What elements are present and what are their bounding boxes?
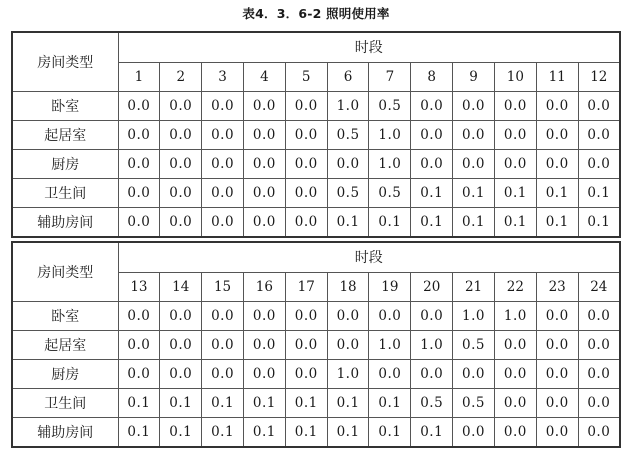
- hour-header-cell: 23: [536, 272, 578, 302]
- usage-value-cell: 1.0: [494, 302, 536, 331]
- hour-header-cell: 24: [578, 272, 620, 302]
- hour-header-cell: 9: [453, 62, 495, 92]
- usage-value-cell: 0.5: [369, 179, 411, 208]
- hour-header-cell: 21: [453, 272, 495, 302]
- usage-value-cell: 0.0: [160, 179, 202, 208]
- usage-value-cell: 0.0: [118, 150, 160, 179]
- usage-value-cell: 1.0: [327, 360, 369, 389]
- hour-header-cell: 14: [160, 272, 202, 302]
- usage-value-cell: 0.0: [243, 331, 285, 360]
- usage-value-cell: 0.1: [411, 179, 453, 208]
- hour-header-cell: 18: [327, 272, 369, 302]
- hour-header-cell: 2: [160, 62, 202, 92]
- usage-value-cell: 0.0: [411, 92, 453, 121]
- table-row: [12, 150, 620, 179]
- hour-header-cell: 13: [118, 272, 160, 302]
- usage-value-cell: 0.0: [160, 208, 202, 238]
- usage-value-cell: 0.0: [578, 92, 620, 121]
- hour-header-cell: 5: [285, 62, 327, 92]
- usage-value-cell: 0.0: [578, 302, 620, 331]
- usage-value-cell: 0.0: [369, 360, 411, 389]
- hour-header-cell: 6: [327, 62, 369, 92]
- hour-header-cell: 1: [118, 62, 160, 92]
- usage-value-cell: 0.0: [202, 208, 244, 238]
- hour-header-cell: 4: [243, 62, 285, 92]
- usage-value-cell: 0.0: [243, 121, 285, 150]
- hour-header-cell: 11: [536, 62, 578, 92]
- usage-value-cell: 0.5: [327, 121, 369, 150]
- table-row: [12, 389, 620, 418]
- table-row: [12, 121, 620, 150]
- usage-value-cell: 0.1: [411, 418, 453, 448]
- table-row: [12, 208, 620, 238]
- usage-value-cell: 0.0: [243, 208, 285, 238]
- header-row: [12, 32, 620, 62]
- usage-value-cell: 0.0: [453, 418, 495, 448]
- usage-value-cell: 0.0: [202, 360, 244, 389]
- room-type-header: 房间类型: [12, 242, 118, 302]
- hour-header-cell: 19: [369, 272, 411, 302]
- usage-value-cell: 0.0: [243, 92, 285, 121]
- usage-value-cell: 0.0: [578, 418, 620, 448]
- usage-value-cell: 0.0: [202, 302, 244, 331]
- hour-header-cell: 12: [578, 62, 620, 92]
- usage-value-cell: 0.0: [494, 331, 536, 360]
- usage-value-cell: 0.1: [453, 208, 495, 238]
- usage-value-cell: 0.0: [453, 150, 495, 179]
- lighting-usage-table-hours-1-12: [11, 31, 621, 238]
- table-row: [12, 92, 620, 121]
- usage-value-cell: 0.5: [369, 92, 411, 121]
- usage-value-cell: 0.1: [243, 418, 285, 448]
- usage-value-cell: 0.0: [411, 121, 453, 150]
- usage-value-cell: 0.0: [243, 302, 285, 331]
- usage-value-cell: 0.0: [285, 302, 327, 331]
- usage-value-cell: 0.1: [327, 418, 369, 448]
- usage-value-cell: 0.1: [536, 208, 578, 238]
- usage-value-cell: 0.1: [411, 208, 453, 238]
- usage-value-cell: 0.0: [243, 179, 285, 208]
- room-type-label: 卫生间: [12, 389, 118, 418]
- usage-value-cell: 0.0: [118, 121, 160, 150]
- usage-value-cell: 1.0: [369, 150, 411, 179]
- usage-value-cell: 0.0: [453, 121, 495, 150]
- room-type-label: 卧室: [12, 92, 118, 121]
- usage-value-cell: 0.1: [118, 389, 160, 418]
- usage-value-cell: 0.0: [327, 331, 369, 360]
- usage-value-cell: 0.1: [369, 208, 411, 238]
- usage-value-cell: 0.5: [327, 179, 369, 208]
- usage-value-cell: 1.0: [327, 92, 369, 121]
- header-row: [12, 242, 620, 272]
- table-title: 表4．3．6-2 照明使用率: [242, 6, 390, 21]
- usage-value-cell: 0.0: [578, 360, 620, 389]
- usage-value-cell: 0.1: [494, 179, 536, 208]
- usage-value-cell: 0.1: [118, 418, 160, 448]
- hour-header-cell: 15: [202, 272, 244, 302]
- usage-value-cell: 0.0: [578, 150, 620, 179]
- usage-value-cell: 0.0: [494, 92, 536, 121]
- usage-value-cell: 0.0: [578, 389, 620, 418]
- usage-value-cell: 0.0: [202, 331, 244, 360]
- usage-value-cell: 0.0: [285, 331, 327, 360]
- room-type-header: 房间类型: [12, 32, 118, 92]
- usage-value-cell: 0.0: [536, 150, 578, 179]
- usage-value-cell: 0.0: [411, 302, 453, 331]
- usage-value-cell: 0.0: [118, 179, 160, 208]
- usage-value-cell: 0.1: [369, 389, 411, 418]
- usage-value-cell: 0.1: [369, 418, 411, 448]
- usage-value-cell: 0.1: [285, 418, 327, 448]
- hour-header-cell: 3: [202, 62, 244, 92]
- usage-value-cell: 0.0: [243, 150, 285, 179]
- usage-value-cell: 0.0: [536, 92, 578, 121]
- usage-value-cell: 0.1: [202, 389, 244, 418]
- room-type-label: 厨房: [12, 360, 118, 389]
- usage-value-cell: 0.0: [160, 360, 202, 389]
- usage-value-cell: 0.0: [327, 302, 369, 331]
- room-type-label: 卫生间: [12, 179, 118, 208]
- usage-value-cell: 0.0: [160, 121, 202, 150]
- usage-value-cell: 0.0: [411, 360, 453, 389]
- usage-value-cell: 0.0: [118, 92, 160, 121]
- usage-value-cell: 0.0: [118, 302, 160, 331]
- usage-value-cell: 0.1: [243, 389, 285, 418]
- usage-value-cell: 0.0: [285, 150, 327, 179]
- hour-header-cell: 17: [285, 272, 327, 302]
- usage-value-cell: 0.0: [536, 360, 578, 389]
- usage-value-cell: 0.1: [202, 418, 244, 448]
- usage-value-cell: 0.0: [536, 121, 578, 150]
- usage-value-cell: 0.1: [160, 418, 202, 448]
- room-type-label: 辅助房间: [12, 418, 118, 448]
- usage-value-cell: 0.0: [578, 331, 620, 360]
- usage-value-cell: 0.0: [202, 92, 244, 121]
- usage-value-cell: 0.0: [160, 331, 202, 360]
- usage-value-cell: 1.0: [411, 331, 453, 360]
- usage-value-cell: 0.1: [160, 389, 202, 418]
- usage-value-cell: 1.0: [369, 121, 411, 150]
- usage-value-cell: 0.1: [327, 208, 369, 238]
- hour-header-cell: 10: [494, 62, 536, 92]
- usage-value-cell: 0.0: [453, 360, 495, 389]
- usage-value-cell: 0.0: [202, 121, 244, 150]
- usage-value-cell: 0.0: [411, 150, 453, 179]
- hour-header-cell: 8: [411, 62, 453, 92]
- usage-value-cell: 0.0: [536, 331, 578, 360]
- usage-value-cell: 0.0: [202, 179, 244, 208]
- usage-value-cell: 0.0: [160, 302, 202, 331]
- usage-value-cell: 0.0: [285, 92, 327, 121]
- usage-value-cell: 0.0: [578, 121, 620, 150]
- room-type-label: 辅助房间: [12, 208, 118, 238]
- usage-value-cell: 0.0: [285, 179, 327, 208]
- period-header: 时段: [118, 242, 620, 272]
- usage-value-cell: 0.5: [453, 389, 495, 418]
- lighting-usage-table-hours-13-24: [11, 241, 621, 448]
- usage-value-cell: 0.1: [285, 389, 327, 418]
- usage-value-cell: 0.0: [118, 360, 160, 389]
- usage-value-cell: 0.1: [453, 179, 495, 208]
- table-row: [12, 331, 620, 360]
- usage-value-cell: 0.0: [285, 121, 327, 150]
- hour-header-cell: 22: [494, 272, 536, 302]
- usage-value-cell: 0.0: [453, 92, 495, 121]
- usage-value-cell: 0.1: [327, 389, 369, 418]
- usage-value-cell: 0.0: [494, 389, 536, 418]
- table-row: [12, 179, 620, 208]
- usage-value-cell: 0.0: [285, 360, 327, 389]
- usage-value-cell: 0.0: [118, 208, 160, 238]
- table-row: [12, 360, 620, 389]
- usage-value-cell: 0.0: [202, 150, 244, 179]
- room-type-label: 起居室: [12, 331, 118, 360]
- usage-value-cell: 0.0: [327, 150, 369, 179]
- usage-value-cell: 0.1: [494, 208, 536, 238]
- usage-value-cell: 1.0: [369, 331, 411, 360]
- usage-value-cell: 0.0: [160, 150, 202, 179]
- period-header: 时段: [118, 32, 620, 62]
- usage-value-cell: 0.0: [494, 360, 536, 389]
- usage-value-cell: 0.0: [369, 302, 411, 331]
- room-type-label: 厨房: [12, 150, 118, 179]
- hour-header-cell: 16: [243, 272, 285, 302]
- usage-value-cell: 0.5: [411, 389, 453, 418]
- table-row: [12, 418, 620, 448]
- usage-value-cell: 0.0: [118, 331, 160, 360]
- usage-value-cell: 0.1: [578, 179, 620, 208]
- usage-value-cell: 0.0: [536, 418, 578, 448]
- usage-value-cell: 0.0: [536, 389, 578, 418]
- usage-value-cell: 0.1: [536, 179, 578, 208]
- usage-value-cell: 0.0: [243, 360, 285, 389]
- usage-value-cell: 1.0: [453, 302, 495, 331]
- usage-value-cell: 0.0: [285, 208, 327, 238]
- usage-value-cell: 0.0: [494, 150, 536, 179]
- room-type-label: 起居室: [12, 121, 118, 150]
- room-type-label: 卧室: [12, 302, 118, 331]
- usage-value-cell: 0.5: [453, 331, 495, 360]
- hour-header-cell: 7: [369, 62, 411, 92]
- usage-value-cell: 0.1: [578, 208, 620, 238]
- usage-value-cell: 0.0: [494, 121, 536, 150]
- hour-header-cell: 20: [411, 272, 453, 302]
- table-row: [12, 302, 620, 331]
- usage-value-cell: 0.0: [160, 92, 202, 121]
- usage-value-cell: 0.0: [536, 302, 578, 331]
- usage-value-cell: 0.0: [494, 418, 536, 448]
